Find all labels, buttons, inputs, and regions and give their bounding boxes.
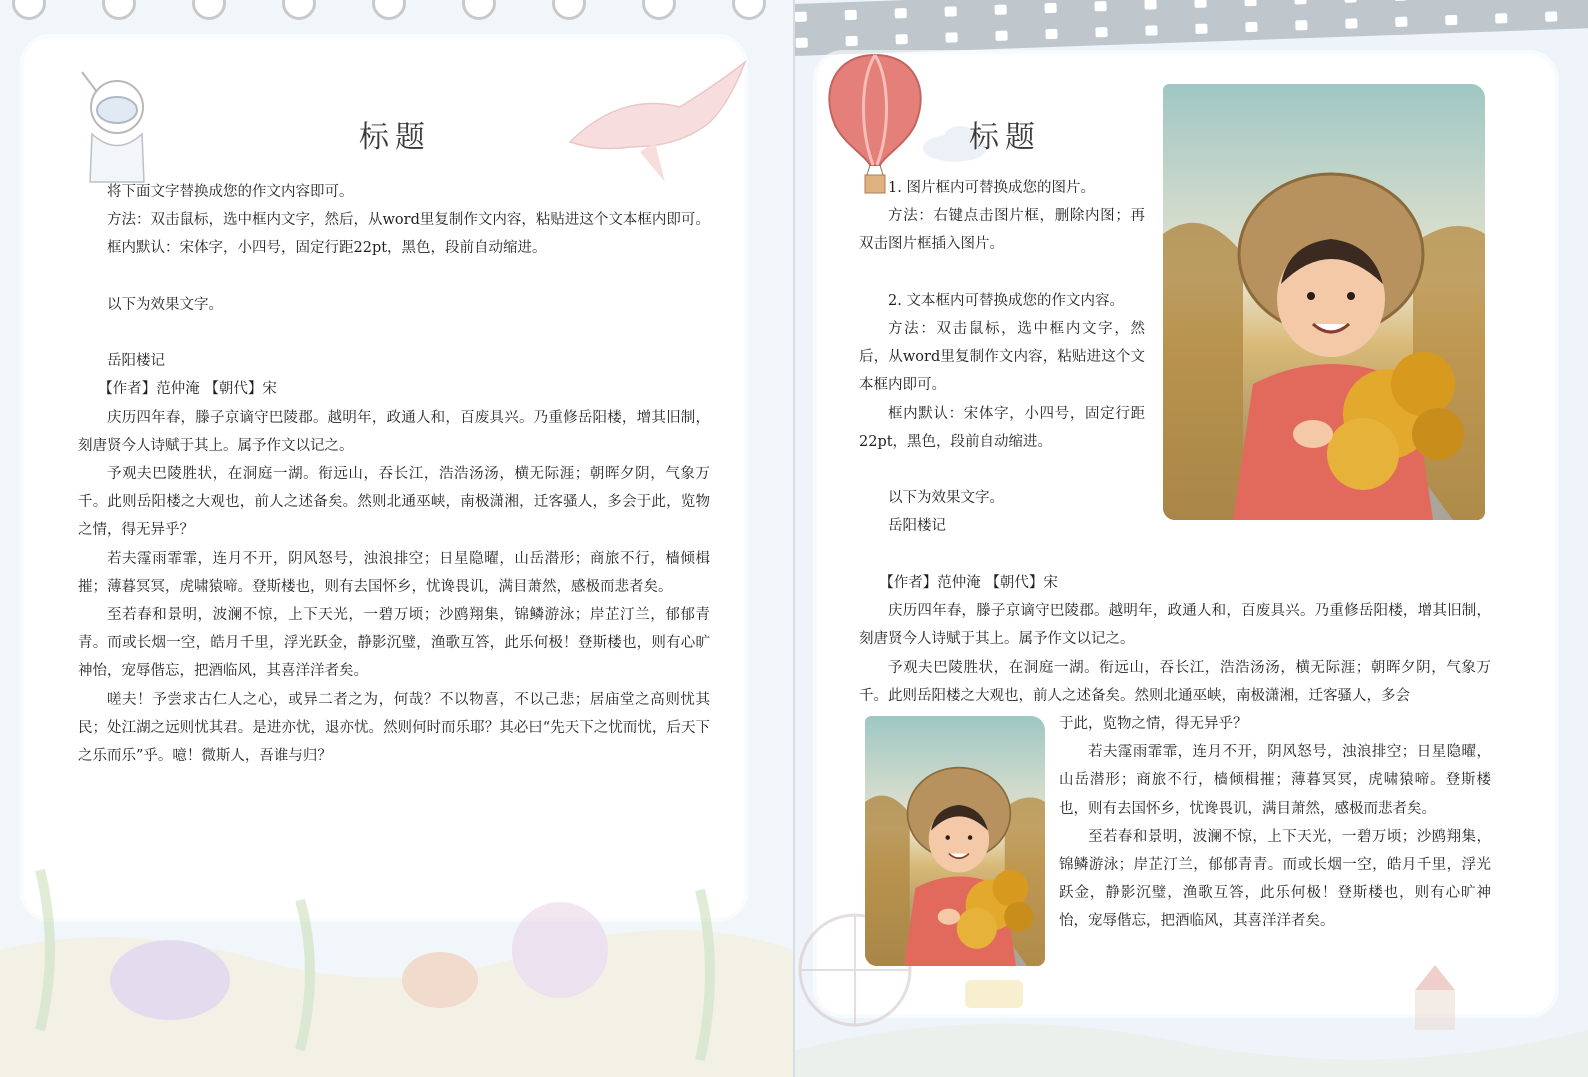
diver-illustration-icon xyxy=(62,62,172,192)
blank-line xyxy=(78,263,710,291)
paragraph: 至若春和景明，波澜不惊，上下天光，一碧万顷；沙鸥翔集，锦鳞游泳；岸芷汀兰，郁郁青青。而或长烟一空，皓月千里，浮光跃金，静影沉璧，渔歌互答，此乐何极！登斯楼也，则有心旷神怡，宠辱偕忘，把酒临风，其喜洋洋者矣。 xyxy=(78,607,710,680)
ocean-floor-illustration-icon xyxy=(0,830,793,1077)
paragraph: 1. 图片框内可替换成您的图片。 xyxy=(888,180,1095,196)
blank-line xyxy=(859,259,1145,287)
instructions-text-block xyxy=(859,174,1145,541)
essay-text-block-wrapped xyxy=(1059,710,1491,936)
paragraph: 予观夫巴陵胜状，在洞庭一湖。衔远山，吞长江，浩浩汤汤，横无际涯；朝晖夕阴，气象万千。此则岳阳楼之大观也，前人之述备矣。然则北通巫峡，南极潇湘，迁客骚人，多会 xyxy=(859,659,1491,704)
left-page xyxy=(0,0,793,1077)
child-photo-large xyxy=(1163,84,1485,520)
film-strip-decoration xyxy=(795,0,1588,57)
child-with-flowers-image xyxy=(1163,84,1485,520)
paragraph: 以下为效果文字。 xyxy=(107,296,223,313)
page-title: 标题 xyxy=(969,120,1041,155)
paragraph: 2. 文本框内可替换成您的作文内容。 xyxy=(888,292,1124,309)
child-photo-small xyxy=(865,716,1045,966)
paragraph: 嗟夫！予尝求古仁人之心，或异二者之为，何哉？不以物喜，不以己悲；居庙堂之高则忧其民；处江湖之远则忧其君。是进亦忧，退亦忧。然则何时而乐耶？其必曰“先天下之忧而忧，后天下之乐而乐”乎。噫！微斯人，吾谁与归？ xyxy=(78,691,710,765)
blank-line xyxy=(78,319,710,347)
essay-text-block xyxy=(78,178,710,770)
blank-line xyxy=(859,456,1145,484)
child-with-flowers-image xyxy=(865,716,1045,966)
paragraph: 以下为效果文字。 xyxy=(888,490,1004,507)
paragraph: 方法：右键点击图片框，删除内图；再双击图片框插入图片。 xyxy=(859,208,1145,253)
right-page xyxy=(795,0,1588,1077)
paragraph: 于此，览物之情，得无异乎？ xyxy=(1059,716,1248,732)
binder-ring-icon xyxy=(12,0,46,20)
paragraph: 方法：双击鼠标，选中框内文字，然后，从word里复制作文内容，粘贴进这个文本框内即可。 xyxy=(107,212,710,229)
paragraph: 若夫霪雨霏霏，连月不开，阴风怒号，浊浪排空；日星隐曜，山岳潜形；商旅不行，樯倾楫摧；薄暮冥冥，虎啸猿啼。登斯楼也，则有去国怀乡，忧谗畏讥，满目萧然，感极而悲者矣。 xyxy=(1059,744,1491,817)
paragraph: 方法：双击鼠标，选中框内文字，然后，从word里复制作文内容，粘贴进这个文本框内即可。 xyxy=(859,321,1145,394)
essay-title: 岳阳楼记 xyxy=(888,518,946,535)
paragraph: 庆历四年春，滕子京谪守巴陵郡。越明年，政通人和，百废具兴。乃重修岳阳楼，增其旧制，刻唐贤今人诗赋于其上。属予作文以记之。 xyxy=(78,409,710,454)
essay-title: 岳阳楼记 xyxy=(107,353,165,370)
author-line: 【作者】范仲淹 【朝代】宋 xyxy=(98,381,277,398)
paragraph: 框内默认：宋体字，小四号，固定行距22pt，黑色，段前自动缩进。 xyxy=(859,405,1145,450)
binder-rings xyxy=(0,0,793,26)
paragraph: 将下面文字替换成您的作文内容即可。 xyxy=(107,184,354,200)
paragraph: 予观夫巴陵胜状，在洞庭一湖。衔远山，吞长江，浩浩汤汤，横无际涯；朝晖夕阴，气象万千。此则岳阳楼之大观也，前人之述备矣。然则北通巫峡，南极潇湘，迁客骚人，多会于此，览物之情，得无异乎？ xyxy=(78,466,710,539)
paragraph: 庆历四年春，滕子京谪守巴陵郡。越明年，政通人和，百废具兴。乃重修岳阳楼，增其旧制，刻唐贤今人诗赋于其上。属予作文以记之。 xyxy=(859,603,1491,648)
paragraph: 框内默认：宋体字，小四号，固定行距22pt，黑色，段前自动缩进。 xyxy=(107,240,547,257)
binder-ring-icon xyxy=(282,0,316,20)
author-line: 【作者】范仲淹 【朝代】宋 xyxy=(879,575,1058,591)
page-title: 标题 xyxy=(359,120,431,155)
dolphin-illustration-icon xyxy=(560,52,750,192)
binder-ring-icon xyxy=(372,0,406,20)
essay-text-block xyxy=(859,569,1491,710)
binder-ring-icon xyxy=(192,0,226,20)
binder-ring-icon xyxy=(552,0,586,20)
binder-ring-icon xyxy=(642,0,676,20)
paragraph: 至若春和景明，波澜不惊，上下天光，一碧万顷；沙鸥翔集，锦鳞游泳；岸芷汀兰，郁郁青青。而或长烟一空，皓月千里，浮光跃金，静影沉璧，渔歌互答，此乐何极！登斯楼也，则有心旷神怡，宠辱偕忘，把酒临风，其喜洋洋者矣。 xyxy=(1059,828,1491,930)
binder-ring-icon xyxy=(732,0,766,20)
paragraph: 若夫霪雨霏霏，连月不开，阴风怒号，浊浪排空；日星隐曜，山岳潜形；商旅不行，樯倾楫摧；薄暮冥冥，虎啸猿啼。登斯楼也，则有去国怀乡，忧谗畏讥，满目萧然，感极而悲者矣。 xyxy=(78,550,710,595)
binder-ring-icon xyxy=(462,0,496,20)
binder-ring-icon xyxy=(102,0,136,20)
